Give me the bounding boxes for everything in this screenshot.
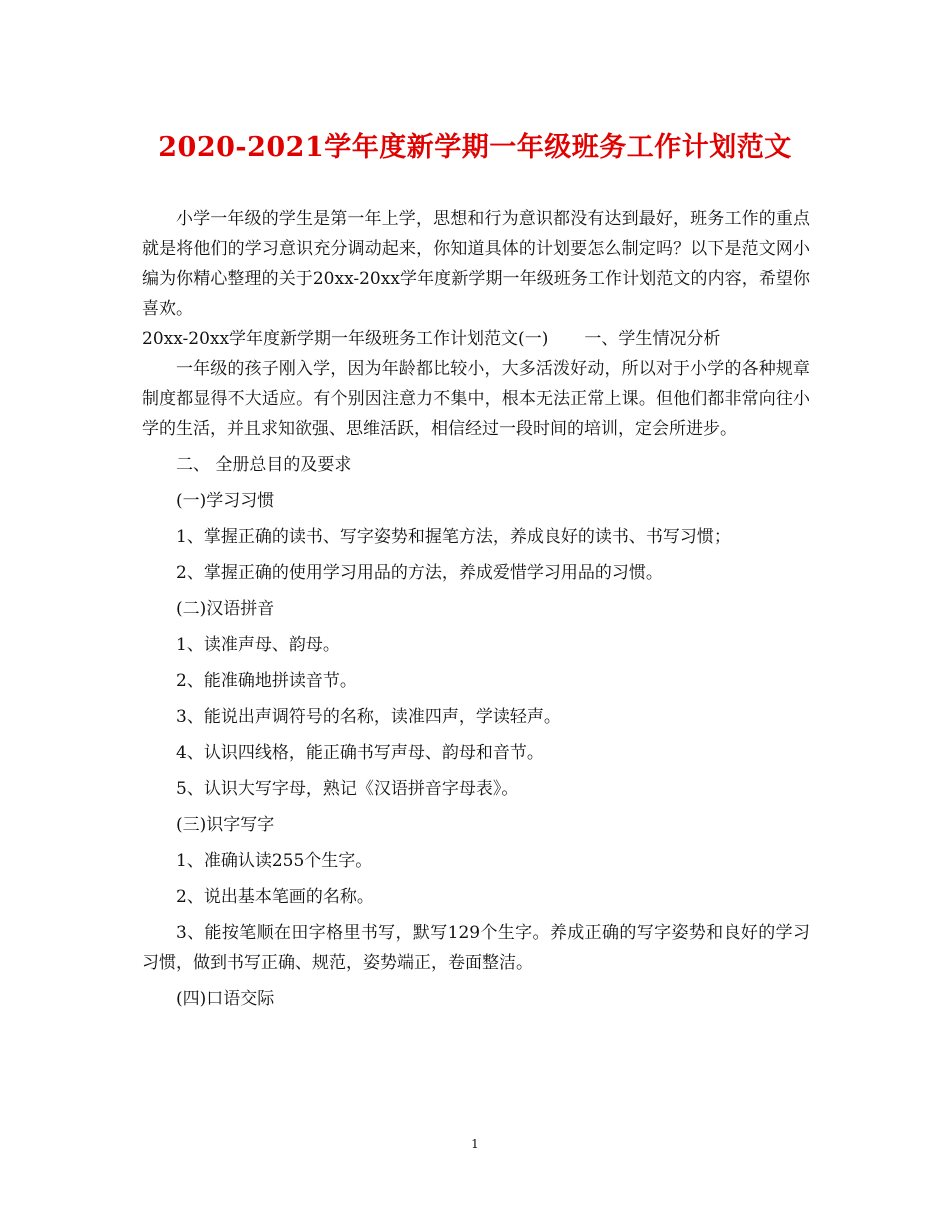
pinyin-item-1: 1、读准声母、韵母。 bbox=[176, 635, 340, 655]
habits-item-1: 1、掌握正确的读书、写字姿势和握笔方法，养成良好的读书、书写习惯； bbox=[176, 527, 731, 547]
pinyin-item-2: 2、能准确地拼读音节。 bbox=[176, 671, 357, 691]
pinyin-item-4: 4、认识四线格，能正确书写声母、韵母和音节。 bbox=[176, 743, 544, 763]
document-title: 2020-2021学年度新学期一年级班务工作计划范文 bbox=[158, 132, 792, 163]
pinyin-item-5: 5、认识大写字母，熟记《汉语拼音字母表》。 bbox=[176, 779, 519, 799]
goals-heading: 二、 全册总目的及要求 bbox=[176, 455, 352, 475]
characters-item-1: 1、准确认读255个生字。 bbox=[176, 851, 373, 871]
characters-item-2: 2、说出基本笔画的名称。 bbox=[176, 887, 374, 907]
characters-heading: (三)识字写字 bbox=[176, 815, 275, 835]
pinyin-heading: (二)汉语拼音 bbox=[176, 599, 275, 619]
section-title-line bbox=[142, 324, 810, 354]
pinyin-item-3: 3、能说出声调符号的名称，读准四声，学读轻声。 bbox=[176, 707, 561, 727]
page-number: 1 bbox=[471, 1137, 479, 1151]
document-body bbox=[142, 204, 810, 1014]
habits-heading: (一)学习习惯 bbox=[176, 491, 275, 511]
characters-item-3: 3、能按笔顺在田字格里书写，默写129个生字。养成正确的写字姿势和良好的学习习惯，做到书写正确、规范，姿势端正，卷面整洁。 bbox=[142, 923, 810, 973]
section-title: 20xx-20xx学年度新学期一年级班务工作计划范文(一) bbox=[142, 329, 549, 349]
intro-paragraph: 小学一年级的学生是第一年上学，思想和行为意识都没有达到最好，班务工作的重点就是将他们的学习意识充分调动起来，你知道具体的计划要怎么制定吗？以下是范文网小编为你精心整理的关于20xx-20xx学年度新学期一年级班务工作计划范文的内容，希望你喜欢。 bbox=[142, 209, 810, 319]
analysis-paragraph: 一年级的孩子刚入学，因为年龄都比较小，大多活泼好动，所以对于小学的各种规章制度都显得不大适应。有个别因注意力不集中，根本无法正常上课。但他们都非常向往小学的生活，并且求知欲强、思维活跃，相信经过一段时间的培训，定会所进步。 bbox=[142, 359, 810, 439]
habits-item-2: 2、掌握正确的使用学习用品的方法，养成爱惜学习用品的习惯。 bbox=[176, 563, 663, 583]
section-subtitle: 一、学生情况分析 bbox=[584, 329, 721, 349]
oral-heading: (四)口语交际 bbox=[176, 989, 275, 1009]
